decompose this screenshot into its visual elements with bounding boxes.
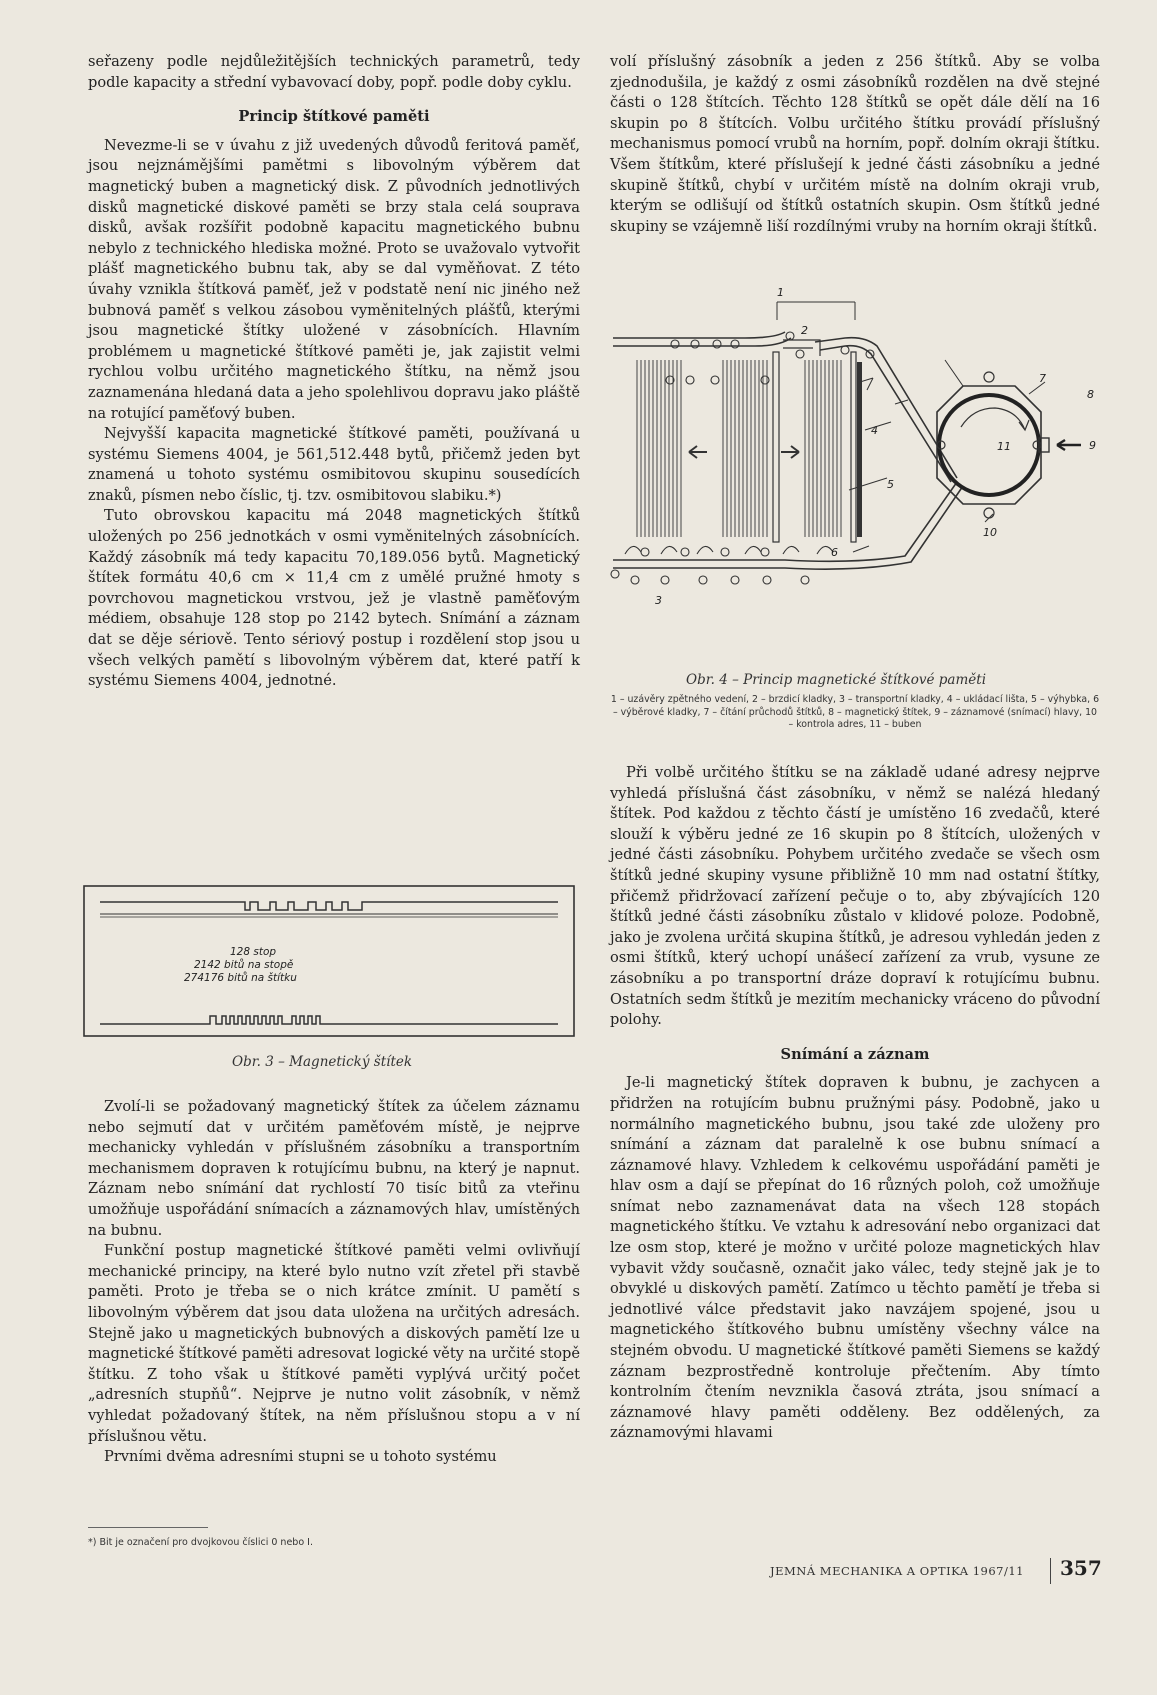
drum-rotation-arrow [961,408,1029,430]
return-track-upper [613,332,791,346]
left-column-upper [88,52,580,692]
label-6: 6 [831,546,838,559]
card-bottom-notches [100,1016,558,1024]
card-top-notches [100,902,558,910]
arrow-left [689,446,707,458]
figure-4-caption: Obr. 4 – Princip magnetické štítkové paměti [686,672,987,688]
figure-4-legend: 1 – uzávěry zpětného vedení, 2 – brzdicí kladky, 3 – transportní kladky, 4 – ukládací lišta, 5 – výhybka, 6 – výběrové kladky, 7 – čítání průchodů štítků, 8 – magnetický štítek, 9 – záznamové (snímací) hlavy, 10 – kontrola adres, 11 – buben [610,694,1100,730]
label-7: 7 [1039,372,1046,385]
section-heading-principle: Princip štítkové paměti [238,108,430,126]
paragraph: Je-li magnetický štítek dopraven k bubnu, je zachycen a přidržen na rotujícím bubnu pružnými pásy. Podobně, jako u normálního magnetického bubnu, jsou také zde uloženy pro snímání a záznam dat paralelně k ose bubnu snímací a záznamové hlavy. Vzhledem k celkovému uspořádání paměti je hlav osm a dají se přepínat do 16 různých poloh, což umožňuje snímat nebo zaznamenávat data na všech 128 stopách magnetického štítku. Ve vztahu k adresování nebo organizaci dat lze osm stop, které je možno v určité poloze magnetických hlav vybavit vždy současně, označit jako válec, tedy stejně jak je to obvyklé u diskových pamětí. Zatímco u těchto pamětí je třeba si jednotlivé válce představit jako navzájem spojené, jsou u magnetického štítkového bubnu umístěny všechny válce na stejném obvodu. U magnetické štítkové paměti Siemens se každý záznam bezprostředně kontroluje přečtením. Aby tímto kontrolním čtením nevznikla časová ztráta, jsou snímací a záznamové hlavy paměti odděleny. Bez oddělených, za záznamovými hlavami [610,1074,1100,1442]
label-9: 9 [1089,439,1096,452]
card-outline [84,886,574,1036]
magazine-right [723,360,767,537]
journal-footer: JEMNÁ MECHANIKA A OPTIKA 1967/11 [770,1564,1024,1578]
drum-housing [937,386,1041,504]
card-label-bits-per-track: 2142 bitů na stopě [194,959,294,971]
footnote-rule [88,1527,208,1528]
label-5: 5 [887,478,894,491]
label-4: 4 [871,424,878,437]
head-arrow [1057,440,1081,450]
storage-bar [773,352,779,542]
footnote: *) Bit je označení pro dvojkovou číslici 0 nebo I. [88,1537,313,1548]
card-label-tracks: 128 stop [230,946,277,958]
intro-paragraph: seřazeny podle nejdůležitějších technických parametrů, tedy podle kapacity a střední vybavovací doby, popř. podle doby cyklu. [88,53,580,91]
paragraph: Tuto obrovskou kapacitu má 2048 magnetických štítků uložených po 256 jednotkách v osmi vyměnitelných zásobnících. Každý zásobník má tedy kapacitu 70,189.056 bytů. Magnetický štítek formátu 40,6 cm × 11,4 cm z umělé pružné hmoty s povrchovou magnetickou vrstvou, jež je vlastně paměťovým médiem, obsahuje 128 stop po 2142 bytech. Snímání a záznam dat se děje sériově. Tento sériový postup i rozdělení stop jsou u všech velkých pamětí s libovolným výběrem dat, které patří k systému Siemens 4004, jednotné. [88,507,580,690]
figure-4-principle-diagram [605,282,1125,672]
label-3: 3 [655,594,662,607]
card-label-bits-per-card: 274176 bitů na štítku [184,972,297,984]
magazine-middle [805,360,841,537]
page-number: 357 [1060,1556,1102,1580]
label-2: 2 [801,324,808,337]
figure-3-caption: Obr. 3 – Magnetický štítek [232,1054,413,1070]
label-11: 11 [997,440,1011,453]
paragraph: Funkční postup magnetické štítkové paměti velmi ovlivňují mechanické principy, na které bylo nutno vzít zřetel při stavbě paměti. Proto je třeba se o nich krátce zmínit. U pamětí s libovolným výběrem dat jsou data uložena na určitých adresách. Stejně jako u magnetických bubnových a diskových pamětí lze u magnetické štítkové paměti adresovat logické věty na určité stopě štítku. Z toho však u štítkové paměti vyplývá určitý počet „adresních stupňů“. Nejprve je nutno volit zásobník, v němž vyhledat požadovaný štítek, na něm příslušnou stopu a v ní příslušnou větu. [88,1242,580,1445]
right-column-upper [610,52,1100,237]
section-heading-recording: Snímání a záznam [780,1045,930,1063]
paragraph: volí příslušný zásobník a jeden z 256 štítků. Aby se volba zjednodušila, je každý z osmi zásobníků rozdělen na dvě stejné části o 128 štítcích. Těchto 128 štítků se opět dále dělí na 16 skupin po 8 štítcích. Volbu určitého štítku provádí příslušný mechanismus pomocí vrubů na horním, popř. dolním okraji štítku. Všem štítkům, které příslušejí k jedné části zásobníku a jedné skupině štítků, chybí v určitém místě na dolním okraji vrub, kterým se odlišují od štítků ostatních skupin. Osm štítků jedné skupiny se vzájemně liší rozdílnými vruby na horním okraji štítků. [610,53,1100,235]
transport-track [815,338,957,482]
magazine-left [637,360,681,537]
paragraph: Nejvyšší kapacita magnetické štítkové paměti, používaná u systému Siemens 4004, je 561,512.448 bytů, přičemž jeden byt znamená u tohoto systému osmibitovou skupinu sousedících znaků, písmen nebo číslic, tj. tzv. osmibitovou slabiku.*) [88,425,580,504]
drum [939,395,1039,495]
left-column-lower [88,1097,580,1468]
label-1: 1 [777,286,784,299]
arrow-right [781,446,799,458]
paragraph: Při volbě určitého štítku se na základě udané adresy nejprve vyhledá příslušná část zásobníku, v němž se nalézá hledaný štítek. Pod každou z těchto částí je umístěno 16 zvedačů, které slouží k výběru jedné ze 16 skupin po 8 štítcích, uložených v jedné části zásobníku. Pohybem určitého zvedače se všech osm štítků jedné skupiny vysune přibližně 10 mm nad ostatní štítky, přičemž přidržovací zařízení pečuje o to, aby zbývajících 120 štítků jedné části zásobníku zůstalo v klidové poloze. Podobně, jako je zvolena určitá skupina štítků, je adresou vyhledán jeden z osmi štítků, který uchopí unášecí zařízení za vrub, vysune ze zásobníku a po transportní dráze dopraví k rotujícímu bubnu. Ostatních sedm štítků je mezitím mechanicky vráceno do původní polohy. [610,764,1100,1029]
paragraph: Nevezme-li se v úvahu z již uvedených důvodů feritová paměť, jsou nejznámějšími pamětmi s libovolným výběrem dat magnetický buben a magnetický disk. Z původních jednotlivých disků magnetické diskové paměti se brzy stala celá souprava disků, avšak rozšířit podobně kapacitu magnetického bubnu nebylo z technického hlediska možné. Proto se uvažovalo vytvořit plášť magnetického bubnu tak, aby se dal vyměňovat. Z této úvahy vznikla štítková paměť, jež v podstatě není nic jiného než bubnová paměť s velkou zásobou vyměnitelných plášťů, kterými jsou magnetické štítky uložené v zásobnících. Hlavním problémem u magnetické štítkové paměti je, jak zajistit velmi rychlou volbu určitého magnetického štítku, na němž jsou zaznamenána hledaná data a jeho spolehlivou dopravu jako pláště na rotující paměťový buben. [88,136,580,422]
right-column-lower [610,763,1100,1444]
paragraph: Zvolí-li se požadovaný magnetický štítek za účelem záznamu nebo sejmutí dat v určitém paměťovém místě, je nejprve mechanicky vyhledán v příslušném zásobníku a transportním mechanismem dopraven k rotujícímu bubnu, na který je napnut. Záznam nebo snímání dat rychlostí 70 tisíc bitů za vteřinu umožňuje uspořádání snímacích a záznamových hlav, umístěných na bubnu. [88,1098,580,1239]
footer-divider [1050,1558,1051,1584]
label-8: 8 [1087,388,1094,401]
paragraph: Prvními dvěma adresními stupni se u tohoto systému [104,1448,497,1466]
label-10: 10 [983,526,997,539]
bottom-track [613,482,963,569]
figure-3-magnetic-card [80,884,580,1040]
